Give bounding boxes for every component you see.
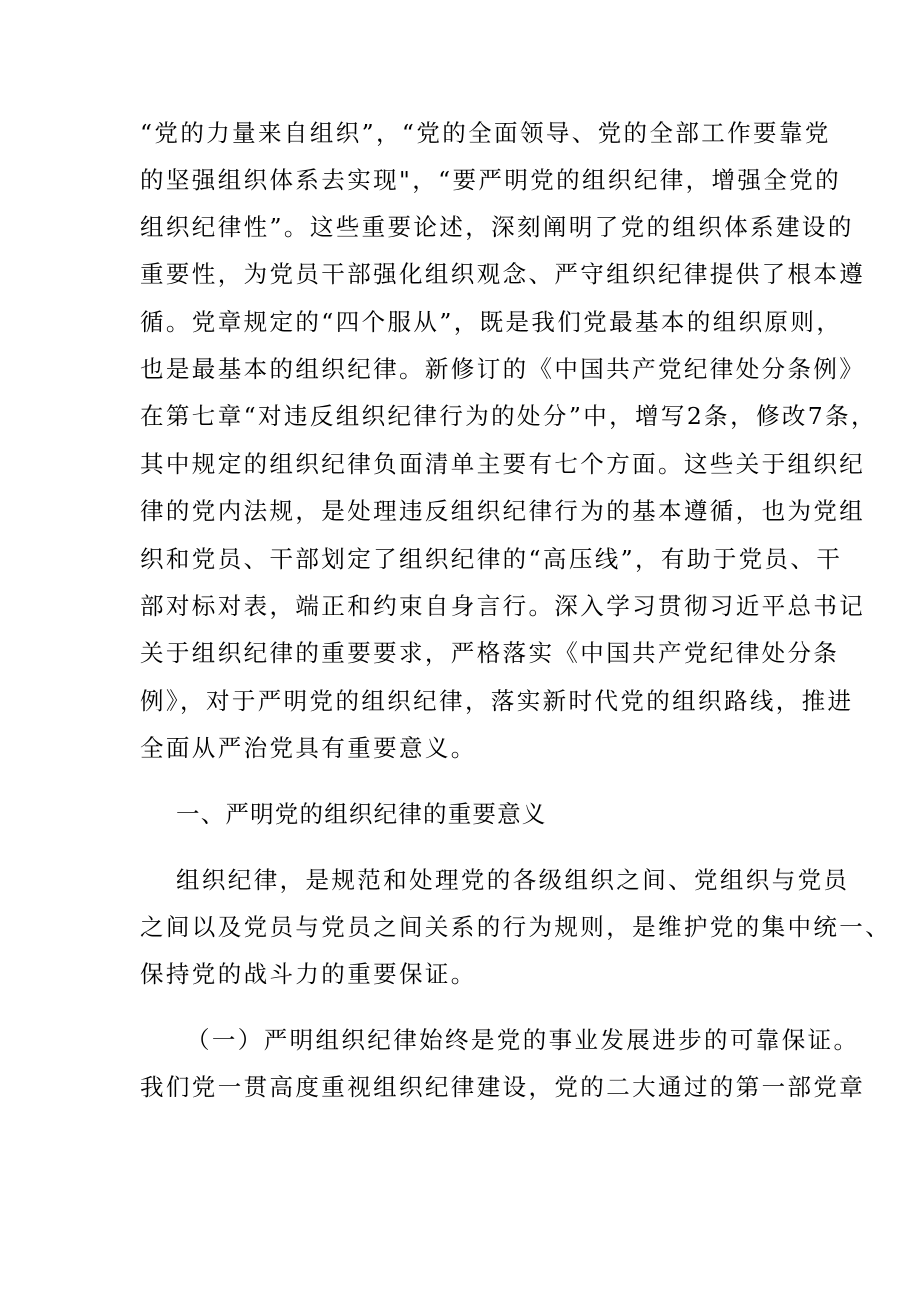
paragraph-line: 也是最基本的组织纪律。新修订的《中国共产党纪律处分条例》 (140, 355, 866, 383)
paragraph-line: “党的力量来自组织”，“党的全面领导、党的全部工作要靠党 (140, 119, 831, 147)
paragraph-line: 保持党的战斗力的重要保证。 (140, 960, 477, 988)
paragraph-line: 的坚强组织体系去实现"，“要严明党的组织纪律，增强全党的 (140, 166, 842, 194)
paragraph-line: 在第七章“对违反组织纪律行为的处分”中，增写2条，修改7条， (140, 402, 877, 430)
paragraph-line: 织和党员、干部划定了组织纪律的“高压线”，有助于党员、干 (140, 545, 843, 573)
paragraph-line: 我们党一贯高度重视组织纪律建设，党的二大通过的第一部党章 (140, 1073, 866, 1101)
paragraph-line: 其中规定的组织纪律负面清单主要有七个方面。这些关于组织纪 (140, 450, 866, 478)
paragraph-line: 组织纪律，是规范和处理党的各级组织之间、党组织与党员 (176, 866, 850, 894)
subsection-heading: （一）严明组织纪律始终是党的事业发展进步的可靠保证。 (186, 1026, 860, 1054)
section-heading: 一、严明党的组织纪律的重要意义 (176, 800, 547, 828)
paragraph-line: 全面从严治党具有重要意义。 (140, 734, 477, 762)
paragraph-line: 循。党章规定的“四个服从”，既是我们党最基本的组织原则， (140, 308, 843, 336)
paragraph-line: 之间以及党员与党员之间关系的行为规则，是维护党的集中统一、 (140, 913, 892, 941)
paragraph-line: 组织纪律性”。这些重要论述，深刻阐明了党的组织体系建设的 (140, 213, 854, 241)
paragraph-line: 部对标对表，端正和约束自身言行。深入学习贯彻习近平总书记 (140, 592, 866, 620)
paragraph-line: 律的党内法规，是处理违反组织纪律行为的基本遵循，也为党组 (140, 497, 866, 525)
paragraph-line: 例》，对于严明党的组织纪律，落实新时代党的组织路线，推进 (140, 687, 854, 715)
paragraph-line: 关于组织纪律的重要要求，严格落实《中国共产党纪律处分条 (140, 639, 840, 667)
paragraph-line: 重要性，为党员干部强化组织观念、严守组织纪律提供了根本遵 (140, 260, 866, 288)
